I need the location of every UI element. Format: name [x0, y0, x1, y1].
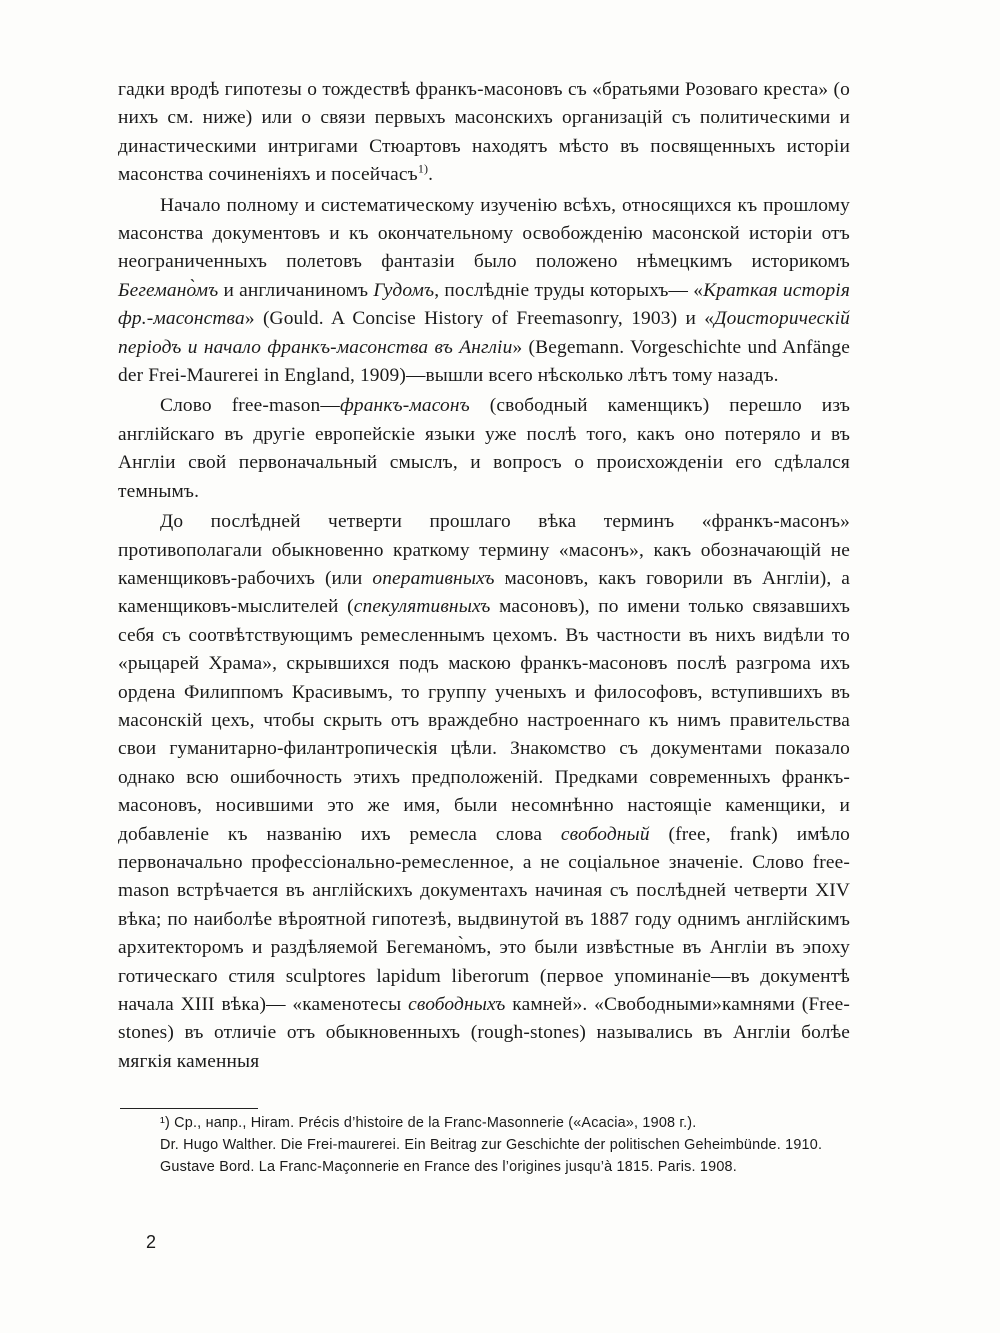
italic-title: Краткая исторія фр.-масонства: [118, 279, 850, 330]
text-run: масоновъ, какъ говорили въ Англіи), а каменщиковъ-мыслителей (: [118, 567, 851, 618]
text-run: » (Gould. A Concise History of Freemasonry, 1903) и «: [244, 308, 715, 330]
footnote-marker: 1): [417, 161, 429, 176]
italic-term: свободный: [560, 823, 650, 845]
paragraph-terms: [118, 508, 850, 1076]
italic-name: Гудомъ: [373, 279, 435, 301]
text-run: Начало полному и систематическому изученію всѣхъ, относящихся къ прошлому масонства документовъ и къ окончательному освобожденію масонской исторіи отъ неограниченныхъ полетовъ фантазіи было положено нѣмецкимъ историкомъ: [118, 194, 850, 273]
italic-term: спекулятивныхъ: [353, 596, 491, 618]
footnotes: [160, 1112, 850, 1178]
italic-title: Доисторическій періодъ и начало франкъ-масонства въ Англіи: [118, 308, 850, 358]
paragraph-historians: [118, 192, 850, 391]
text-run: камней». «Свободными»камнями (Free-stones) въ отличіе отъ обыкновенныхъ (rough-stones) назывались въ Англіи болѣе мягкія каменныя: [118, 994, 850, 1072]
italic-term: свободныхъ: [408, 994, 506, 1015]
italic-name: Бегемано̀мъ: [118, 279, 219, 301]
paragraph-end: .: [428, 164, 434, 186]
paragraph-text: гадки вродѣ гипотезы о тождествѣ франкъ-масоновъ съ «братьями Розоваго креста» (о нихъ см. ниже) или о связи первыхъ масонскихъ организацій съ политическими и династическими интригами Стюартовъ находятъ мѣсто въ посвященныхъ исторіи масонства сочиненіяхъ и посейчасъ: [118, 79, 850, 186]
text-run: масоновъ), по имени только связавшихъ себя съ соотвѣтствующимъ ремесленнымъ цехомъ. Въ частности въ нихъ видѣли то «рыцарей Храма», скрывшихся подъ маскою франкъ-масоновъ послѣ разгрома ихъ ордена Филиппомъ Красивымъ, то группу ученыхъ и философовъ, вступившихъ въ масонскій цехъ, чтобы скрыть отъ враждебно настроеннаго къ нимъ правительства свои гуманитарно-филантропическія цѣли. Знакомство съ документами показало однако всю ошибочность этихъ предположеній. Предками современныхъ франкъ-масоновъ, носившими это же имя, были несомнѣнно настоящіе каменщики, и добавленіе къ названію ихъ ремесла слова: [118, 596, 851, 845]
footnote-3: Gustave Bord. La Franc-Maçonnerie en France des l’origines jusqu’à 1815. Paris. 1908.: [160, 1159, 737, 1175]
text-run: » (Begemann. Vorgeschichte und Anfänge der Frei-Maurerei in England, 1909)—вышли всего нѣсколько лѣтъ тому назадъ.: [118, 336, 850, 387]
paragraph-continuation: [118, 76, 850, 190]
italic-term: франкъ-масонъ: [339, 395, 470, 417]
text-run: До послѣдней четверти прошлаго вѣка терминъ «франкъ-масонъ» противополагали обыкновенно краткому термину «масонъ», какъ обозначающій не каменщиковъ-рабочихъ (или: [118, 511, 850, 589]
text-run: и англичаниномъ: [218, 279, 374, 301]
text-run: , послѣдніе труды которыхъ— «: [434, 279, 704, 301]
text-run: (свободный каменщикъ) перешло изъ англійскаго въ другіе европейскіе языки уже послѣ того, какъ оно потеряло и въ Англіи свой первоначальный смыслъ, и вопросъ о происхожденіи его сдѣлался темнымъ.: [118, 395, 850, 502]
italic-term: оперативныхъ: [372, 567, 495, 589]
paragraph-free-mason: [118, 392, 850, 506]
text-run: (free, frank) имѣло первоначально профессіонально-ремесленное, а не соціальное значеніе. Слово free-mason встрѣчается въ англійскихъ документахъ начиная съ послѣдней четверти XIV вѣка; по наиболѣе вѣроятной гипотезѣ, выдвинутой въ 1887 году однимъ англійскимъ архитекторомъ и раздѣляемой Бегемано̀мъ, это были извѣстные въ Англіи въ эпоху готическаго стиля sculptores lapidum liberorum (первое упоминаніе—въ документѣ начала XIII вѣка)— «каменотесы: [118, 823, 850, 1015]
footnote-2: Dr. Hugo Walther. Die Frei-maurerei. Ein Beitrag zur Geschichte der politischen Geheimbünde. 1910.: [160, 1137, 823, 1153]
page-number: 2: [146, 1232, 157, 1252]
text-run: Слово free-mason—: [160, 395, 340, 417]
body-text: [118, 76, 850, 1076]
footnote-1: ¹) Ср., напр., Hiram. Précis d’histoire de la Franc-Masonnerie («Acacia», 1908 г.).: [160, 1115, 697, 1131]
footnote-divider: [120, 1108, 258, 1109]
